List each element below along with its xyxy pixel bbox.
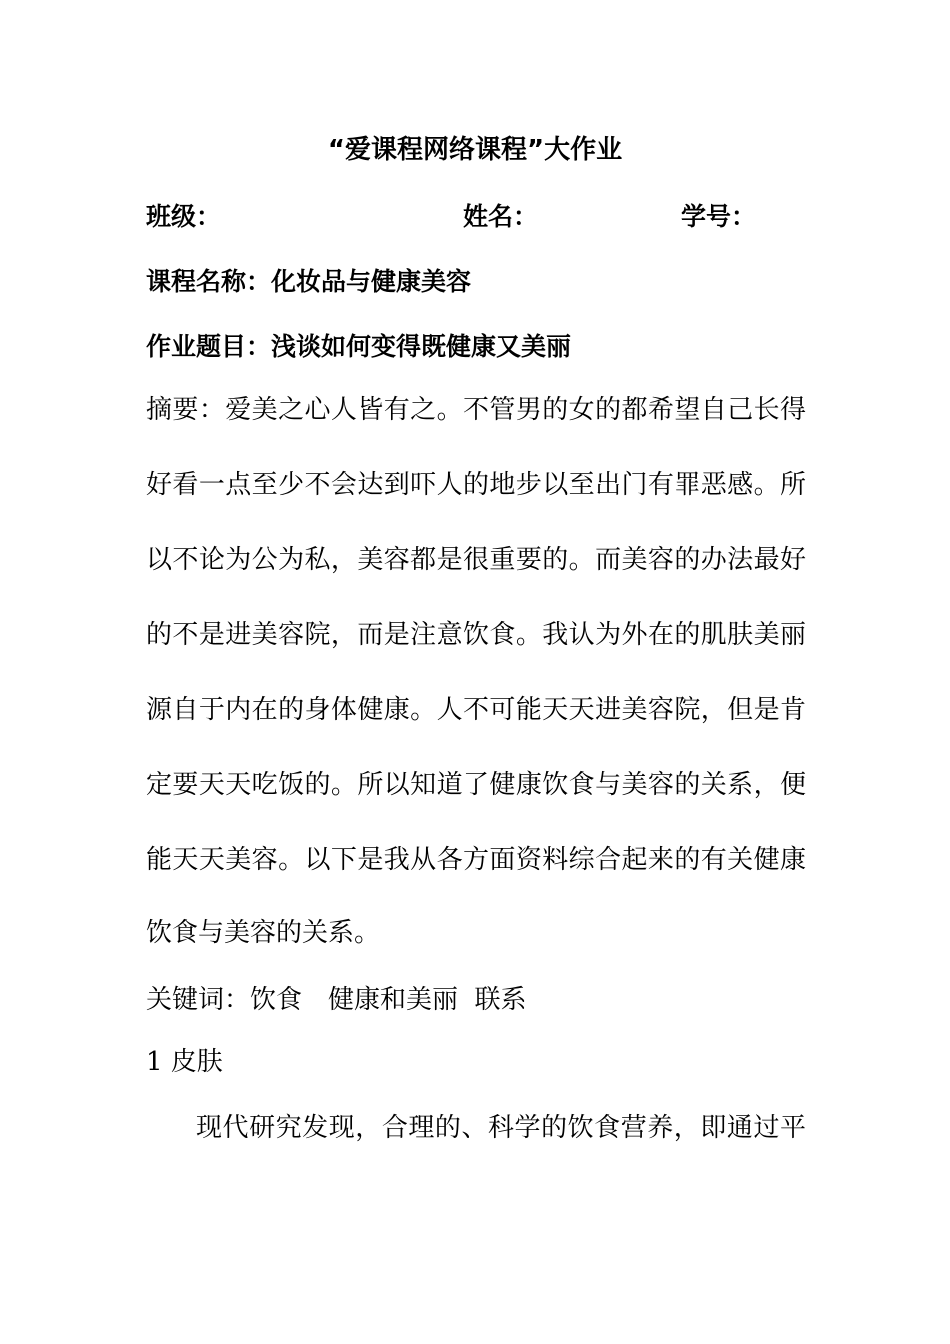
abstract-line: 能天天美容。以下是我从各方面资料综合起来的有关健康 (146, 845, 806, 875)
assignment-topic-label: 作业题目： (146, 332, 272, 361)
abstract-line: 以不论为公为私，美容都是很重要的。而美容的办法最好 (146, 545, 806, 575)
abstract-line: 源自于内在的身体健康。人不可能天天进美容院，但是肯 (146, 695, 806, 725)
abstract-line: 的不是进美容院，而是注意饮食。我认为外在的肌肤美丽 (146, 620, 806, 650)
class-label: 班级： (146, 202, 222, 231)
abstract-line: 定要天天吃饭的。所以知道了健康饮食与美容的关系，便 (146, 770, 806, 800)
course-name-line (146, 265, 471, 299)
abstract-line: 摘要：爱美之心人皆有之。不管男的女的都希望自己长得 (146, 395, 806, 425)
student-id-label: 学号： (681, 202, 757, 231)
section-1-heading: 1 皮肤 (146, 1047, 223, 1077)
assignment-topic-value: 浅谈如何变得既健康又美丽 (271, 332, 572, 361)
abstract-line: 好看一点至少不会达到吓人的地步以至出门有罪恶感。所 (146, 470, 806, 500)
section-1-paragraph-line: 现代研究发现，合理的、科学的饮食营养，即通过平 (196, 1113, 806, 1143)
name-label: 姓名： (463, 202, 539, 231)
document-title: “爱课程网络课程”大作业 (327, 135, 623, 165)
abstract-line-last: 饮食与美容的关系。 (146, 918, 381, 948)
assignment-topic-line (146, 330, 571, 364)
course-name-value: 化妆品与健康美容 (271, 267, 472, 296)
course-name-label: 课程名称： (146, 267, 272, 296)
keywords: 关键词：饮食 健康和美丽 联系 (146, 985, 527, 1015)
